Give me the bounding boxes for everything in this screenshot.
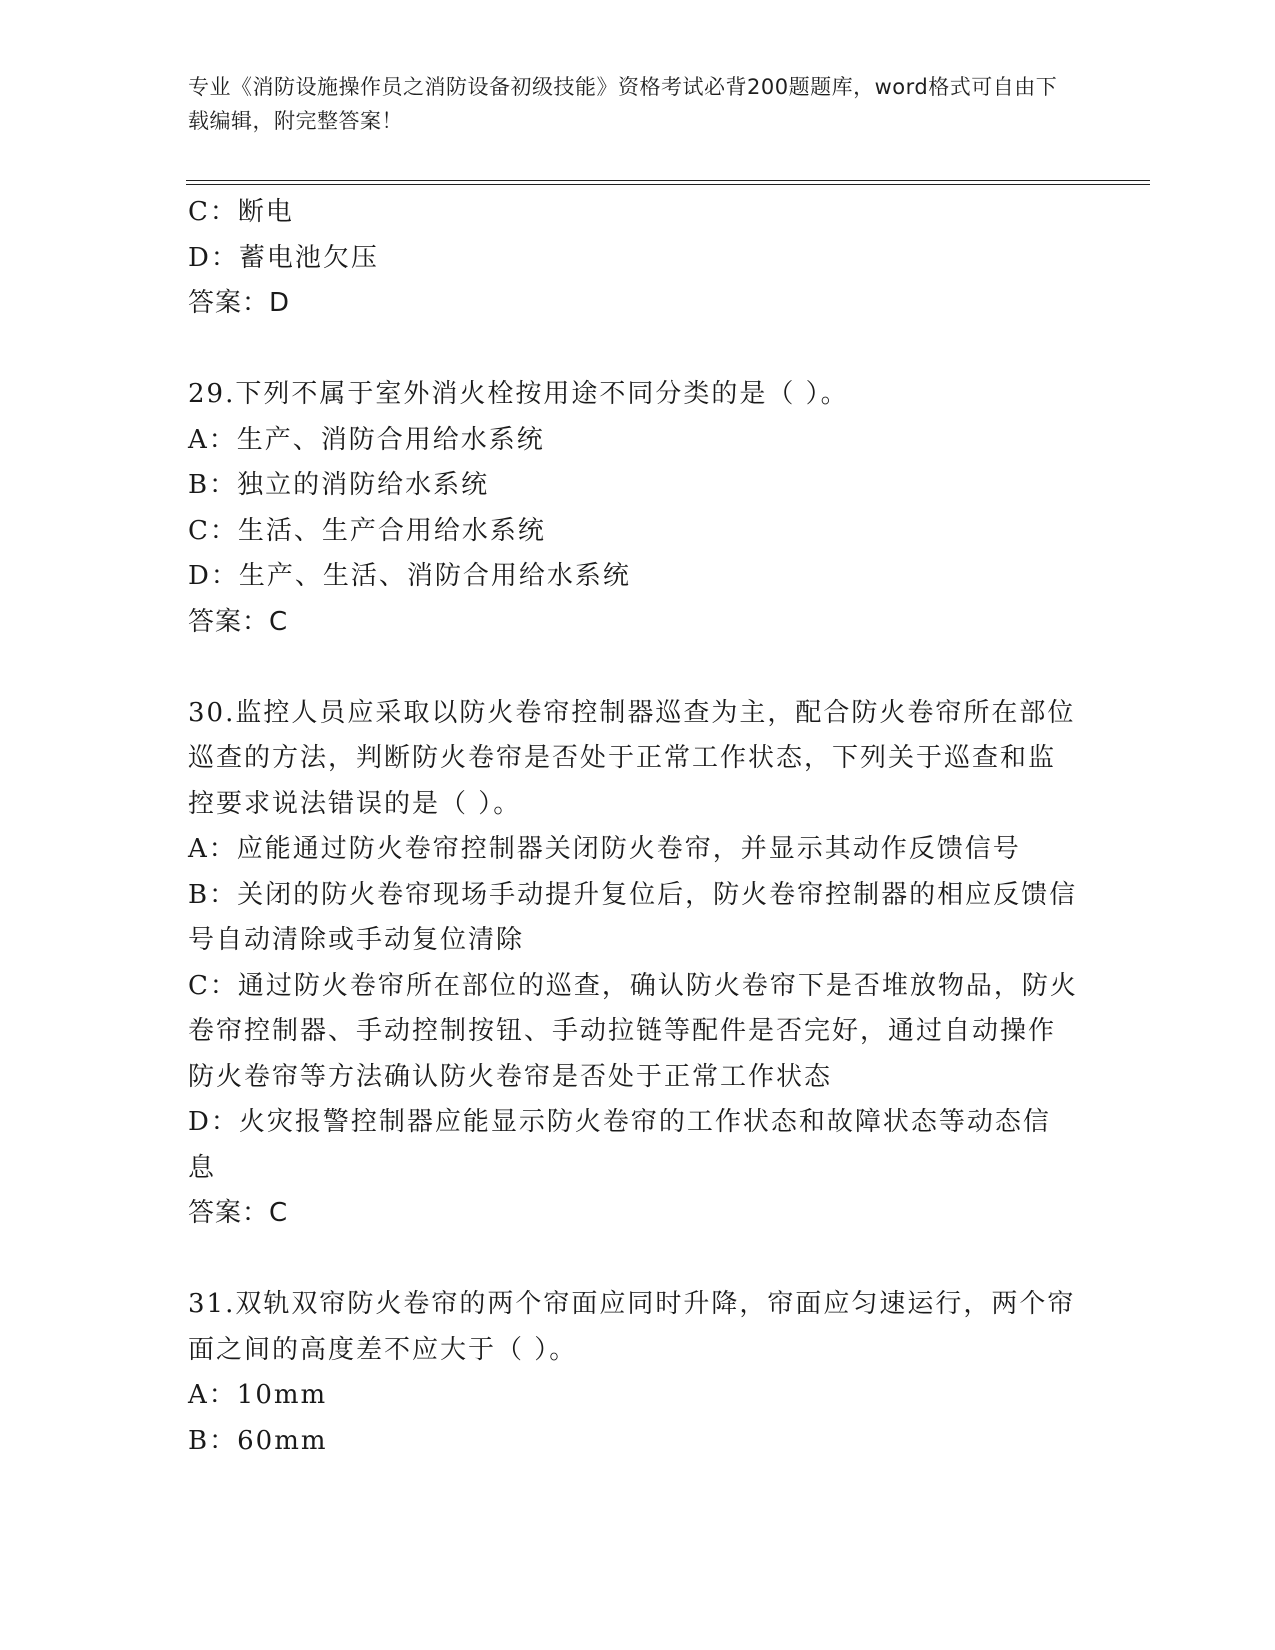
answer-line: 答案：C xyxy=(188,606,289,637)
question-stem: 30.监控人员应采取以防火卷帘控制器巡查为主，配合防火卷帘所在部位巡查的方法，判断防火卷帘是否处于正常工作状态，下列关于巡查和监控要求说法错误的是（ ）。 xyxy=(188,697,1076,819)
option-a: A：10mm xyxy=(188,1380,328,1410)
spacer xyxy=(188,327,1078,373)
answer-line: 答案：D xyxy=(188,288,291,318)
header-divider-top xyxy=(186,180,1150,181)
option-d: D：火灾报警控制器应能显示防火卷帘的工作状态和故障状态等动态信息 xyxy=(188,1107,1051,1183)
header-divider-bottom xyxy=(186,184,1150,185)
answer-line: 答案：C xyxy=(188,1198,289,1228)
spacer xyxy=(188,645,1078,691)
option-d: D：生产、生活、消防合用给水系统 xyxy=(188,561,631,591)
question-list xyxy=(188,190,1078,1464)
option-d: D：蓄电池欠压 xyxy=(188,242,379,273)
question-31 xyxy=(188,1282,1078,1464)
question-stem: 31.双轨双帘防火卷帘的两个帘面应同时升降，帘面应匀速运行，两个帘面之间的高度差不应大于（ ）。 xyxy=(188,1289,1076,1365)
question-30 xyxy=(188,691,1078,1237)
question-28-tail xyxy=(188,190,1078,327)
option-c: C：断电 xyxy=(188,197,294,227)
option-a: A：生产、消防合用给水系统 xyxy=(188,424,545,455)
option-b: B：独立的消防给水系统 xyxy=(188,470,490,500)
option-a: A：应能通过防火卷帘控制器关闭防火卷帘，并显示其动作反馈信号 xyxy=(188,834,1021,864)
option-b: B：关闭的防火卷帘现场手动提升复位后，防火卷帘控制器的相应反馈信号自动清除或手动复位清除 xyxy=(188,879,1078,955)
header-title: 专业《消防设施操作员之消防设备初级技能》资格考试必背200题题库，word格式可自由下载编辑，附完整答案！ xyxy=(188,75,1058,133)
option-c: C：通过防火卷帘所在部位的巡查，确认防火卷帘下是否堆放物品，防火卷帘控制器、手动控制按钮、手动拉链等配件是否完好，通过自动操作防火卷帘等方法确认防火卷帘是否处于正常工作状态 xyxy=(188,970,1078,1092)
option-c: C：生活、生产合用给水系统 xyxy=(188,515,546,546)
spacer xyxy=(188,1237,1078,1283)
question-29 xyxy=(188,372,1078,645)
document-header xyxy=(188,70,1068,138)
option-b: B：60mm xyxy=(188,1425,328,1456)
question-stem: 29.下列不属于室外消火栓按用途不同分类的是（ ）。 xyxy=(188,379,849,409)
